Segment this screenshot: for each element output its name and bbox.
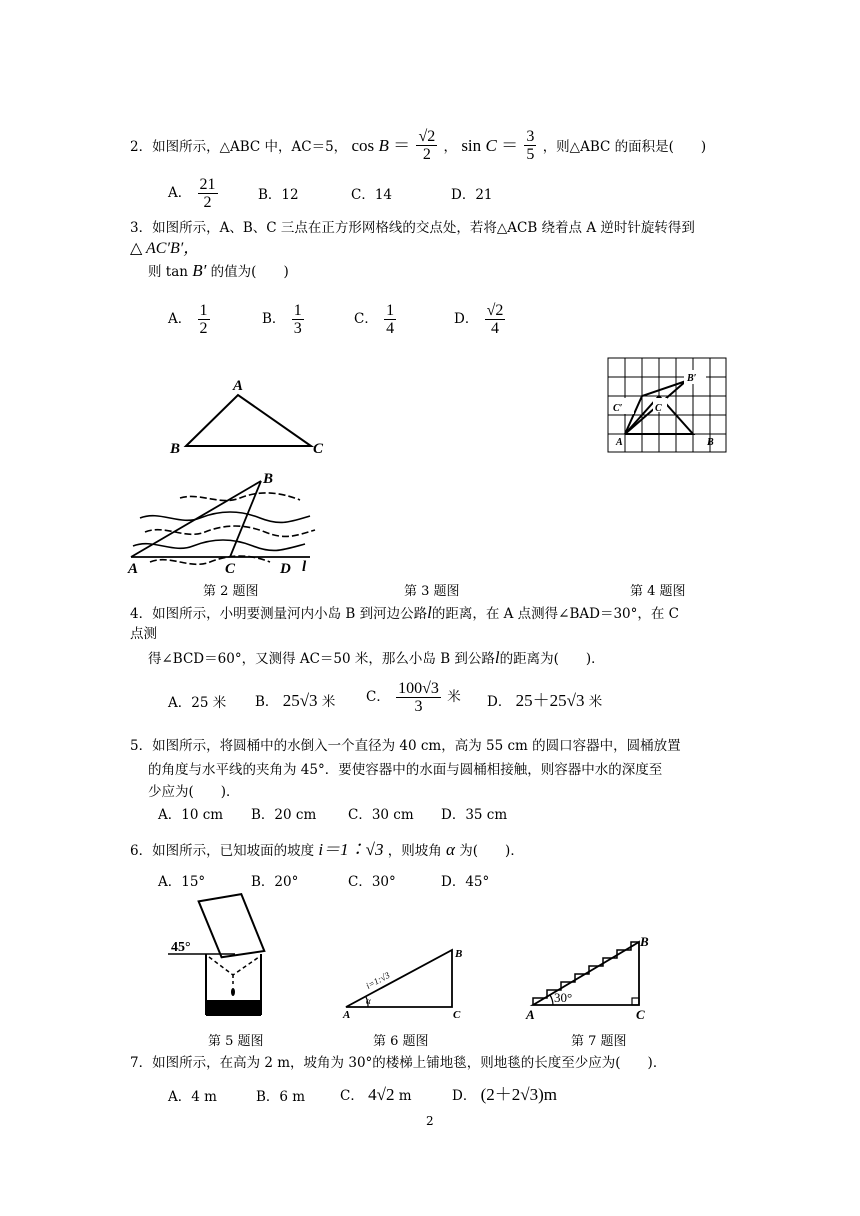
q5-option-d: D．35 cm [441,807,508,823]
q3-option-b [262,302,306,337]
q3-opt-d-fraction [485,302,506,337]
q4-line1 [130,604,679,623]
q4-option-c [366,680,461,715]
fig-q3-label-b: B [707,437,714,448]
q3-stem-end: 的值为( ) [210,264,289,280]
q6-stem-end: 为( )． [459,843,524,859]
q6-option-b: B．20° [251,874,299,890]
q6-stem-mid: ，则坡角 [387,843,442,859]
fig-q7-label-c: C [636,1007,645,1022]
q4-line2: 点测 [130,626,157,642]
q3-opt-b-den: 3 [293,320,302,337]
caption-fig4: 第 4 题图 [630,584,686,599]
q2-option-c: C．14 [351,187,393,203]
q7-opt-c-unit: m [398,1088,412,1104]
fig-q6-label-b: B [455,948,463,960]
q2-opt-a-num: 21 [199,176,216,193]
q3-option-c [354,302,398,337]
q2-stem-end: ，则△ABC 的面积是( ) [542,139,707,155]
fig-q4-river [125,470,325,578]
q2-stem [130,130,706,165]
q3-tan-var: B′ [192,261,207,280]
q3-opt-c-fraction [384,302,396,337]
q3-opt-d-num: √2 [486,302,504,319]
fig-q3-label-a: A [616,437,623,448]
q4-opt-c-num: 100√3 [398,680,439,697]
q4-opt-d-math: 25＋25√3 [515,691,585,710]
q4-option-d [487,692,602,711]
q4-opt-b-math: 25√3 [282,691,318,710]
q3-opt-a-fraction [198,302,210,337]
q5-option-b: B．20 cm [251,807,317,823]
q3-opt-b-label: B． [262,311,286,327]
fig-q4-label-b: B [263,471,274,487]
q6-option-c: C．30° [348,874,396,890]
cos-fraction [416,128,437,163]
q7-opt-d-math: (2＋2√3)m [480,1085,558,1104]
fig-q5-bucket [165,897,290,1022]
water-level [207,1000,260,1015]
q4-opt-d-label: D． [487,694,512,710]
q3-stem-line2: △ AC′B′， [130,240,200,257]
q4-opt-c-fraction [396,680,441,715]
fig-q3-label-bp: B′ [687,373,697,384]
q3-opt-b-num: 1 [293,302,302,319]
caption-fig2: 第 2 题图 [203,584,259,599]
q4-option-b [255,692,335,711]
fig-q2-label-c: C [313,441,324,457]
q7-opt-c-label: C． [340,1088,364,1104]
q5-line1: 5．如图所示，将圆桶中的水倒入一个直径为 40 cm，高为 55 cm 的圆口容器中，圆桶放置 [130,738,681,754]
q4-opt-c-den: 3 [414,698,423,715]
caption-fig7: 第 7 题图 [571,1034,627,1049]
sin-den: 5 [526,146,535,163]
fig-q2-triangle [160,375,335,460]
sin-label: sin [461,136,482,155]
q7-option-c [340,1086,412,1105]
pour-lines [209,957,259,975]
q3-option-d [454,302,507,337]
page-number: 2 [426,1114,434,1128]
q4-opt-b-unit: 米 [321,694,336,710]
q5-line2: 的角度与水平线的夹角为 45°．要使容器中的水面与圆桶相接触，则容器中水的深度至 [148,762,663,778]
fig-q7-label-b: B [640,934,649,949]
fig-q7-stairs [523,935,663,1023]
q6-slope-math: i＝1∶√3 [318,840,384,859]
fig-q7-angle: 30° [554,990,573,1005]
q7-opt-c-math: 4√2 [368,1085,395,1104]
q2-sep: ， [443,139,458,155]
tilted-bucket [198,893,264,958]
caption-fig3: 第 3 题图 [404,584,460,599]
q4-line3 [148,649,605,668]
q4-opt-d-unit: 米 [588,694,603,710]
q4-line3-text: 得∠BCD＝60°，又测得 AC＝50 米，那么小岛 B 到公路 [148,651,495,667]
fig-q3-label-c: C [655,403,662,414]
q6-option-d: D．45° [441,874,490,890]
q7-opt-d-label: D． [452,1088,477,1104]
q4-line1-text: 4．如图所示，小明要测量河内小岛 B 到河边公路 [130,606,428,622]
q2-opt-a-den: 2 [203,194,212,211]
q5-line3: 少应为( )． [148,784,240,800]
water-drop [231,988,235,996]
sin-fraction [524,128,536,163]
q4-opt-c-unit: 米 [447,689,461,705]
q6-option-a: A．15° [158,874,206,890]
fig-q4-label-l: l [302,559,307,575]
q4-l-var: l [427,603,432,622]
q3-opt-c-num: 1 [386,302,395,319]
q6-alpha: α [446,840,455,859]
q7-option-a: A．4 m [168,1089,217,1105]
right-angle-mark [632,998,639,1005]
fig-q2-label-a: A [233,378,244,394]
fig-q4-label-c: C [225,561,236,577]
sin-num: 3 [526,128,535,145]
q3-opt-a-num: 1 [199,302,208,319]
fig-q6-slope-ratio: i=1:√3 [364,969,392,991]
fig-q3-grid [606,356,730,456]
fig-q4-label-d: D [280,561,291,577]
q3-tan-label: 则 tan [148,264,188,280]
q2-stem-text: 2．如图所示，△ABC 中，AC＝5， [130,139,348,155]
fig-q6-alpha: α [366,996,371,1006]
fig-q6-label-a: A [343,1009,351,1021]
q4-line3-end: 的距离为( )． [499,651,605,667]
q3-option-a [168,302,212,337]
stairs-triangle [533,942,639,1005]
q4-opt-b-label: B． [255,694,279,710]
angle-arc [550,995,553,1005]
cos-eq: ＝ [393,136,411,155]
fig-q7-label-a: A [526,1007,535,1022]
q3-opt-c-den: 4 [386,320,395,337]
q3-opt-a-den: 2 [199,320,208,337]
q4-opt-c-label: C． [366,689,390,705]
q3-opt-a-label: A． [168,311,192,327]
q2-opt-a-label: A． [168,185,192,201]
q2-option-b: B．12 [258,187,299,203]
cos-label: cos [351,136,375,155]
q7-stem: 7．如图所示，在高为 2 m，坡角为 30°的楼梯上铺地毯，则地毯的长度至少应为( )． [130,1055,667,1071]
fig-q6-label-c: C [453,1009,461,1021]
q4-l-var-2: l [494,648,500,667]
q4-line1-end: 的距离，在 A 点测得∠BAD＝30°，在 C [431,606,680,622]
cos-num: √2 [418,128,436,145]
q2-opt-a-fraction [198,176,218,211]
line-cb [230,481,261,557]
slope-triangle [346,950,452,1007]
q2-option-a [168,176,220,211]
q4-option-a: A．25 米 [168,695,227,711]
sin-var: C [485,136,497,155]
q5-option-a: A．10 cm [158,807,224,823]
fig-q5-angle: 45° [171,940,191,955]
q3-opt-d-label: D． [454,311,479,327]
fig-q2-label-b: B [170,441,181,457]
q3-opt-d-den: 4 [491,320,500,337]
fig-q6-slope [338,945,468,1020]
q3-stem-line1: 3．如图所示，A、B、C 三点在正方形网格线的交点处，若将△ACB 绕着点 A 逆时针旋转得到 [130,220,695,236]
q7-option-b: B．6 m [256,1089,306,1105]
q6-stem-text: 6．如图所示，已知坡面的坡度 [130,843,315,859]
q3-stem-line3 [148,262,289,281]
caption-fig6: 第 6 题图 [373,1034,429,1049]
cos-den: 2 [422,146,431,163]
caption-fig5: 第 5 题图 [208,1034,264,1049]
q3-opt-c-label: C． [354,311,378,327]
q2-option-d: D．21 [451,187,493,203]
sin-eq: ＝ [501,136,519,155]
q6-stem [130,841,524,860]
cos-var: B [378,136,389,155]
q7-option-d [452,1086,557,1105]
fig-q3-label-cp: C′ [613,403,623,414]
fig-q4-label-a: A [128,561,139,577]
q3-opt-b-fraction [292,302,304,337]
q5-option-c: C．30 cm [348,807,414,823]
